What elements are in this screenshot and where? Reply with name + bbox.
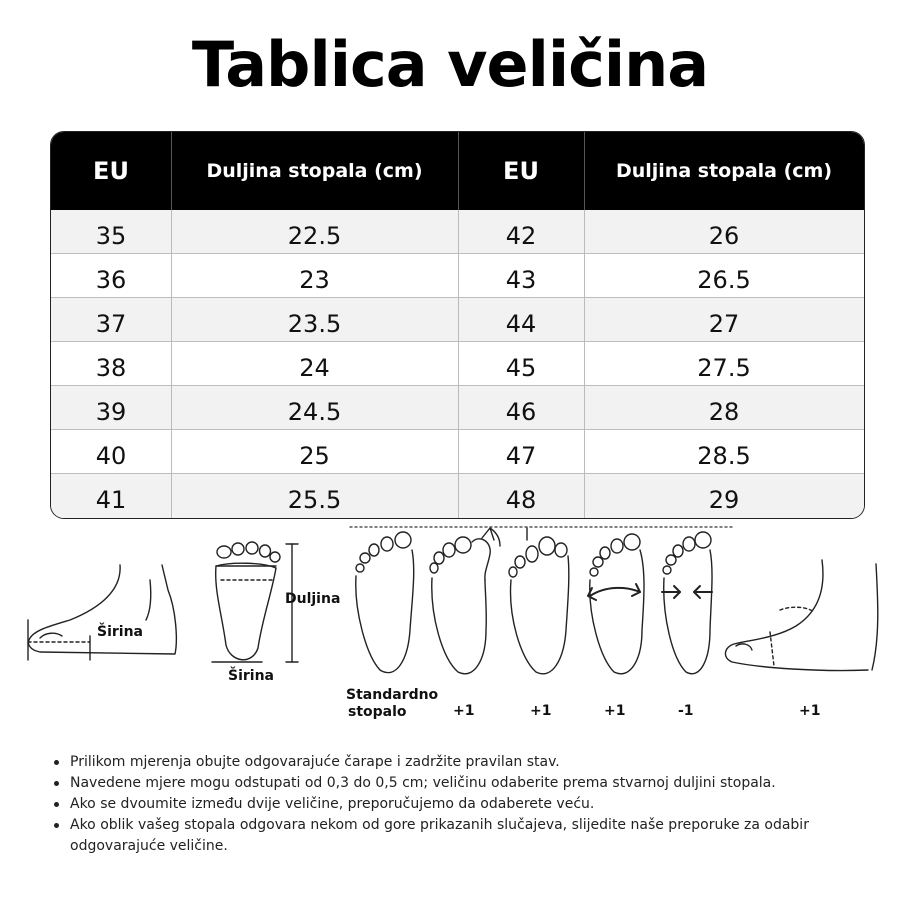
adjustment-long-toe: +1 xyxy=(453,703,475,719)
notes-list xyxy=(52,752,872,857)
eu-size-cell: 43 xyxy=(505,266,537,294)
long-toe-foot-icon xyxy=(430,528,500,674)
foot-length-cell: 23.5 xyxy=(287,310,342,338)
eu-size-cell: 41 xyxy=(95,486,127,514)
foot-length-cell: 24 xyxy=(299,354,330,382)
foot-length-cell: 27 xyxy=(708,310,740,338)
header-eu-right: EU xyxy=(503,157,539,185)
foot-diagrams xyxy=(0,520,900,730)
eu-size-cell: 46 xyxy=(505,398,537,426)
page-title: Tablica veličina xyxy=(191,28,709,101)
foot-length-cell: 28 xyxy=(708,398,740,426)
foot-length-cell: 25.5 xyxy=(287,486,342,514)
eu-size-cell: 42 xyxy=(505,222,537,250)
adjustment-narrow: -1 xyxy=(678,703,694,719)
standard-foot-icon xyxy=(356,532,414,673)
eu-size-cell: 36 xyxy=(95,266,127,294)
eu-size-cell: 40 xyxy=(95,442,127,470)
header-length-right: Duljina stopala (cm) xyxy=(615,160,833,182)
foot-length-cell: 26 xyxy=(708,222,740,250)
foot-length-cell: 24.5 xyxy=(287,398,342,426)
foot-length-cell: 28.5 xyxy=(697,442,751,470)
adjustment-wide: +1 xyxy=(604,703,626,719)
eu-size-cell: 45 xyxy=(505,354,537,382)
foot-length-cell: 26.5 xyxy=(697,266,751,294)
adjustment-second-toe: +1 xyxy=(530,703,552,719)
foot-length-cell: 22.5 xyxy=(287,222,342,250)
note-item: Ako oblik vašeg stopala odgovara nekom od gore prikazanih slučajeva, slijedite naše preporuke za odabir odgovarajuće veličine. xyxy=(52,815,872,857)
note-item: Navedene mjere mogu odstupati od 0,3 do 0,5 cm; veličinu odaberite prema stvarnoj duljini stopala. xyxy=(52,773,872,794)
foot-length-cell: 29 xyxy=(708,486,740,514)
width-label-top: Širina xyxy=(228,668,274,684)
side-foot-icon xyxy=(28,565,176,660)
adjustment-high-instep: +1 xyxy=(799,703,821,719)
foot-length-cell: 23 xyxy=(299,266,330,294)
eu-size-cell: 39 xyxy=(95,398,127,426)
standard-foot-label-1: Standardno xyxy=(346,687,439,703)
second-toe-foot-icon xyxy=(509,528,569,674)
standard-foot-label-2: stopalo xyxy=(348,704,407,720)
foot-length-cell: 25 xyxy=(299,442,330,470)
note-item: Ako se dvoumite između dvije veličine, preporučujemo da odaberete veću. xyxy=(52,794,872,815)
table-header xyxy=(51,132,864,210)
high-instep-foot-icon xyxy=(725,560,877,671)
narrow-foot-icon xyxy=(662,532,712,674)
header-eu-left: EU xyxy=(93,157,129,185)
wide-foot-icon xyxy=(588,534,644,674)
eu-size-cell: 48 xyxy=(505,486,537,514)
eu-size-cell: 38 xyxy=(95,354,127,382)
foot-length-cell: 27.5 xyxy=(697,354,751,382)
eu-size-cell: 44 xyxy=(505,310,537,338)
size-table xyxy=(50,131,865,519)
eu-size-cell: 37 xyxy=(95,310,127,338)
header-length-left: Duljina stopala (cm) xyxy=(206,160,423,182)
note-item: Prilikom mjerenja obujte odgovarajuće čarape i zadržite pravilan stav. xyxy=(52,752,872,773)
eu-size-cell: 47 xyxy=(505,442,537,470)
length-label: Duljina xyxy=(285,591,341,607)
width-label-side: Širina xyxy=(97,624,143,640)
eu-size-cell: 35 xyxy=(95,222,127,250)
